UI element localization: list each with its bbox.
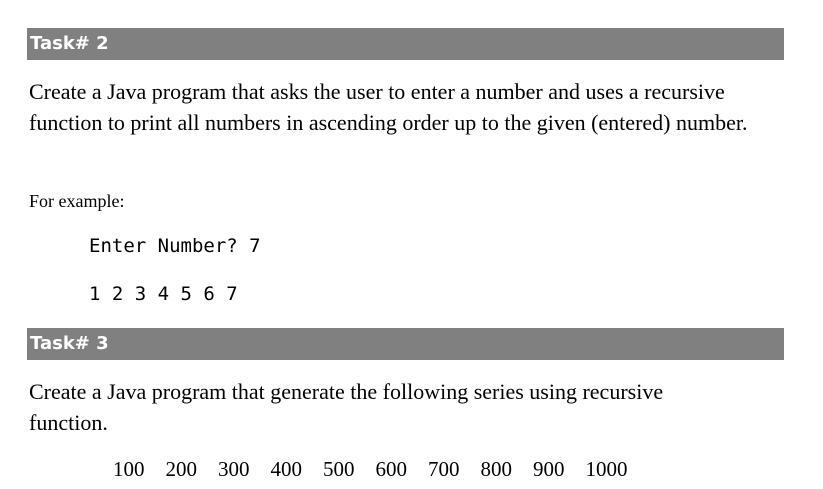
task-2-description: Create a Java program that asks the user to enter a number and uses a recursive function to print all numbers in ascending order up to the given (entered) number.	[29, 79, 748, 135]
example-label: For example:	[29, 191, 125, 211]
series-item: 500	[323, 457, 355, 481]
series-item: 800	[480, 457, 512, 481]
series-item: 300	[218, 457, 250, 481]
series-item: 1000	[585, 457, 628, 481]
series-list	[113, 456, 649, 482]
series-item: 900	[533, 457, 565, 481]
series-item: 400	[270, 457, 302, 481]
series-item: 200	[165, 457, 197, 481]
series-item: 700	[428, 457, 460, 481]
example-output: 1 2 3 4 5 6 7	[89, 283, 238, 305]
series-item: 100	[113, 457, 145, 481]
task-2-header: Task# 2	[27, 28, 784, 60]
task-3-description: Create a Java program that generate the following series using recursive function.	[29, 379, 664, 435]
task-3-header: Task# 3	[27, 328, 784, 360]
example-prompt: Enter Number? 7	[89, 235, 261, 257]
series-item: 600	[375, 457, 407, 481]
